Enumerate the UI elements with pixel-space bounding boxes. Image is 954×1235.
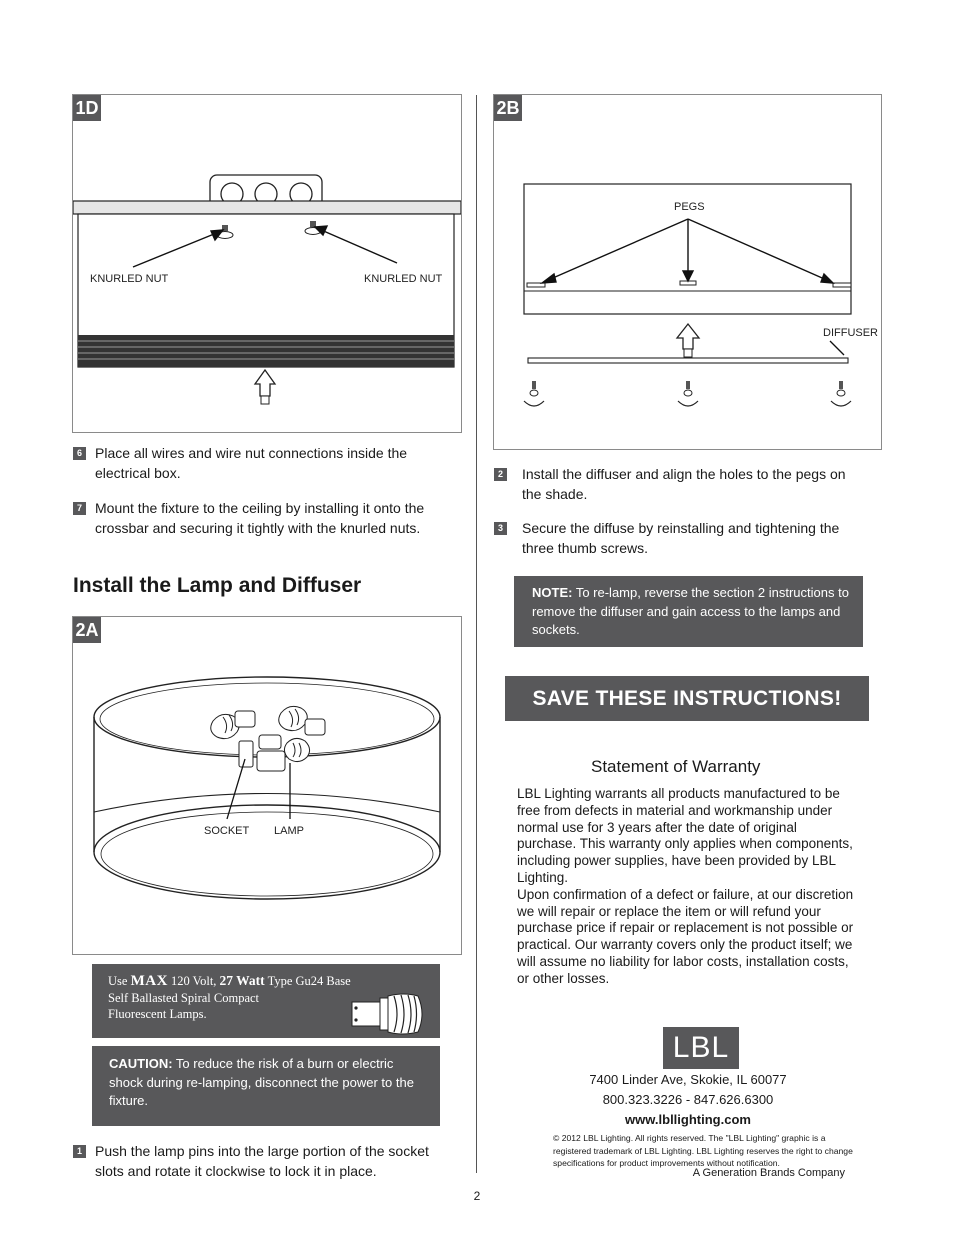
lamp-spec-text: Use MAX 120 Volt, 27 Watt Type Gu24 Base Self Ballasted Spiral Compact Fluorescent Lamps. (108, 973, 351, 1021)
parent-company: A Generation Brands Company (692, 1167, 845, 1179)
caution-text: CAUTION: To reduce the risk of a burn or electric shock during re-lamping, disconnect the power to the fixture. (109, 1056, 414, 1108)
label-knurled-nut-left: KNURLED NUT (90, 273, 169, 285)
shade-band (94, 794, 440, 813)
up-arrow-icon (255, 370, 275, 404)
column-divider (476, 95, 477, 1173)
thumb-screw-icon (524, 381, 544, 406)
save-instructions-banner: SAVE THESE INSTRUCTIONS! (505, 676, 869, 721)
lamp-spec-box (92, 964, 440, 1038)
step-text: Secure the diffuse by reinstalling and tightening the three thumb screws. (522, 520, 840, 556)
step-text: Place all wires and wire nut connections inside the electrical box. (95, 445, 408, 481)
note-text: NOTE: To re-lamp, reverse the section 2 instructions to remove the diffuser and gain access to the lamps and sockets. (532, 585, 849, 637)
figure-2a-drawing (73, 617, 461, 954)
warranty-paragraph-2: Upon confirmation of a defect or failure, at our discretion we will repair or replace the item or will refund your purchase price if repair or replacement is not possible or practical. Our warranty covers only the product itself; we will assume no liability for labor costs, installation costs, or other losses. (517, 886, 854, 986)
company-website[interactable]: www.lbllighting.com (625, 1112, 751, 1127)
thumb-screw-icon (678, 381, 698, 406)
shade-bottom-rim (94, 805, 440, 899)
figure-2b-drawing (494, 95, 881, 449)
step-text: Install the diffuser and align the holes to the pegs on the shade. (522, 466, 846, 502)
legal-notice: © 2012 LBL Lighting. All rights reserved. The "LBL Lighting" graphic is a registered trademark of LBL Lighting. LBL Lighting reserves the right to change specifications for product improvements without notification. (553, 1133, 853, 1168)
company-address: 7400 Linder Ave, Skokie, IL 60077 (589, 1072, 787, 1087)
figure-1d-drawing (73, 95, 461, 432)
thumb-screw-icon (831, 381, 851, 406)
step-text: Push the lamp pins into the large portion of the socket slots and rotate it clockwise to lock it in place. (95, 1143, 429, 1179)
section-heading: Install the Lamp and Diffuser (73, 574, 362, 597)
note-box (514, 576, 863, 647)
step-number: 6 (73, 447, 86, 460)
step-number: 2 (494, 468, 507, 481)
figure-tag-2a: 2A (73, 617, 101, 643)
shade-texture (78, 335, 454, 367)
warranty-body (517, 786, 859, 988)
label-pegs: PEGS (674, 201, 705, 213)
label-knurled-nut-right: KNURLED NUT (364, 273, 443, 285)
figure-tag-2b: 2B (494, 95, 522, 121)
step-text: Mount the fixture to the ceiling by installing it onto the crossbar and securing it tightly with the knurled nuts. (95, 500, 425, 536)
ceiling-plate (73, 201, 461, 214)
step-number: 1 (73, 1145, 86, 1158)
warranty-paragraph-1: LBL Lighting warrants all products manufactured to be free from defects in material and workmanship under normal use for 3 years after the date of original purchase. This warranty only applies when components, including power supplies, have been provided by LBL Lighting. (517, 786, 853, 885)
label-lamp: LAMP (274, 825, 304, 837)
figure-tag-1d: 1D (73, 95, 101, 121)
caution-box (92, 1046, 440, 1126)
label-socket: SOCKET (204, 825, 250, 837)
peg-right (833, 283, 851, 287)
page-number: 2 (473, 1189, 481, 1203)
up-arrow-icon (677, 324, 699, 357)
step-number: 3 (494, 522, 507, 535)
lbl-logo: LBL (663, 1027, 739, 1069)
figure-1d (72, 94, 462, 433)
spiral-lamp-icon (350, 990, 428, 1036)
label-diffuser: DIFFUSER (823, 327, 878, 339)
figure-2b (493, 94, 882, 450)
company-phone: 800.323.3226 - 847.626.6300 (602, 1092, 774, 1107)
figure-2a (72, 616, 462, 955)
diffuser-panel (528, 358, 848, 363)
warranty-title: Statement of Warranty (591, 757, 761, 776)
step-number: 7 (73, 502, 86, 515)
